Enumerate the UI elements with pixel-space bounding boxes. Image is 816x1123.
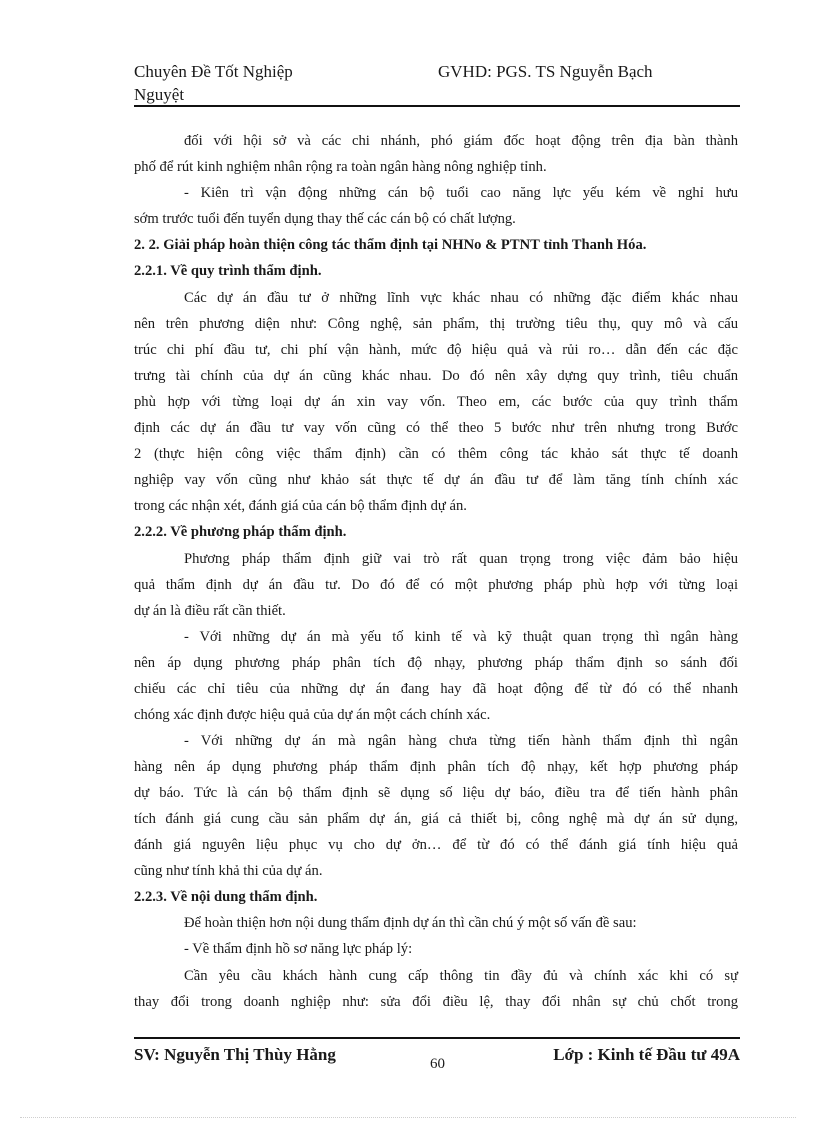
section-heading: 2. 2. Giải pháp hoàn thiện công tác thẩm định tại NHNo & PTNT tỉnh Thanh Hóa.	[134, 237, 647, 253]
text-line: chiếu các chỉ tiêu của những dự án đang hay đã hoạt động để từ đó có thể nhanh	[134, 681, 738, 697]
text-line: - Với những dự án mà ngân hàng chưa từng tiến hành thẩm định thì ngân	[184, 733, 738, 749]
text-line: dự án là điều rất cần thiết.	[134, 603, 286, 619]
text-line: thay đổi trong doanh nghiệp như: sửa đổi điều lệ, thay đổi nhân sự chủ chốt trong	[134, 994, 738, 1010]
footer-class: Lớp : Kinh tế Đầu tư 49A	[553, 1045, 740, 1064]
text-line: quả thẩm định dự án đầu tư. Do đó để có một phương pháp phù hợp với từng loại	[134, 577, 738, 593]
header-rule	[134, 105, 740, 107]
text-line: nghiệp vay vốn cũng như khảo sát thực tế dự án đầu tư để làm tăng tính chính xác	[134, 472, 738, 488]
page-footer	[134, 1044, 740, 1074]
text-line: hàng nên áp dụng phương pháp thẩm định phân tích độ nhạy, kết hợp phương pháp	[134, 759, 738, 775]
text-line: - Với những dự án mà yếu tố kinh tế và kỹ thuật quan trọng thì ngân hàng	[184, 629, 738, 645]
text-line: đối với hội sở và các chi nhánh, phó giám đốc hoạt động trên địa bàn thành	[184, 133, 738, 149]
text-line: Các dự án đầu tư ở những lĩnh vực khác nhau có những đặc điểm khác nhau	[184, 290, 738, 306]
text-line: nên áp dụng phương pháp phân tích độ nhạy, phương pháp thẩm định so sánh đối	[134, 655, 738, 671]
footer-student: SV: Nguyễn Thị Thùy Hằng	[134, 1045, 336, 1064]
page-number: 60	[430, 1056, 445, 1072]
header-left-block	[134, 60, 364, 106]
page-header	[134, 60, 740, 106]
text-line: trưng tài chính của dự án cũng khác nhau. Do đó nên xây dựng quy trình, tiêu chuẩn	[134, 368, 738, 384]
page-edge-divider	[20, 1117, 796, 1118]
text-line: trong các nhận xét, đánh giá của cán bộ thẩm định dự án.	[134, 498, 467, 514]
text-line: tích đánh giá cung cầu sản phẩm dự án, giá cả thiết bị, công nghệ mà dự án sử dụng,	[134, 811, 738, 827]
text-line: dự báo. Tức là cán bộ thẩm định sẽ dụng số liệu dự báo, điều tra để tiến hành phân	[134, 785, 738, 801]
text-line: trúc chi phí đầu tư, chi phí vận hành, mức độ hiệu quả và rủi ro… dẫn đến các đặc	[134, 342, 738, 358]
subsection-heading: 2.2.1. Về quy trình thẩm định.	[134, 263, 322, 279]
header-advisor: GVHD: PGS. TS Nguyễn Bạch	[438, 62, 653, 81]
text-line: Phương pháp thẩm định giữ vai trò rất quan trọng trong việc đảm bảo hiệu	[184, 551, 738, 567]
header-advisor-name-cont: Nguyệt	[134, 85, 185, 104]
text-line: 2 (thực hiện công việc thẩm định) cần có thêm công tác khảo sát thực tế doanh	[134, 446, 738, 462]
subsection-heading: 2.2.2. Về phương pháp thẩm định.	[134, 524, 347, 540]
text-line: nên trên phương diện như: Công nghệ, sản phẩm, thị trường tiêu thụ, quy mô và cấu	[134, 316, 738, 332]
text-line: chóng xác định được hiệu quả của dự án một cách chính xác.	[134, 707, 491, 723]
text-line: đánh giá nguyên liệu phục vụ cho dự ởn… để từ đó có thể đánh giá tính hiệu quả	[134, 837, 738, 853]
text-line: định các dự án đầu tư vay vốn cũng có thể theo 5 bước như trên nhưng trong Bước	[134, 420, 738, 436]
text-line: Để hoàn thiện hơn nội dung thẩm định dự án thì cần chú ý một số vấn đề sau:	[184, 915, 637, 931]
text-line: phù hợp với từng loại dự án xin vay vốn. Theo em, các bước của quy trình thẩm	[134, 394, 738, 410]
text-line: Cần yêu cầu khách hành cung cấp thông tin đầy đủ và chính xác khi có sự	[184, 968, 738, 984]
header-thesis-title: Chuyên Đề Tốt Nghiệp	[134, 62, 293, 81]
text-line: sớm trước tuổi đến tuyển dụng thay thế các cán bộ có chất lượng.	[134, 211, 516, 227]
text-line: phố để rút kinh nghiệm nhân rộng ra toàn ngân hàng nông nghiệp tỉnh.	[134, 159, 547, 175]
footer-rule	[134, 1037, 740, 1039]
subsection-heading: 2.2.3. Về nội dung thẩm định.	[134, 889, 318, 905]
text-line: - Kiên trì vận động những cán bộ tuổi cao năng lực yếu kém về nghỉ hưu	[184, 185, 738, 201]
text-line: - Về thẩm định hồ sơ năng lực pháp lý:	[184, 941, 413, 957]
text-line: cũng như tính khả thi của dự án.	[134, 863, 323, 879]
